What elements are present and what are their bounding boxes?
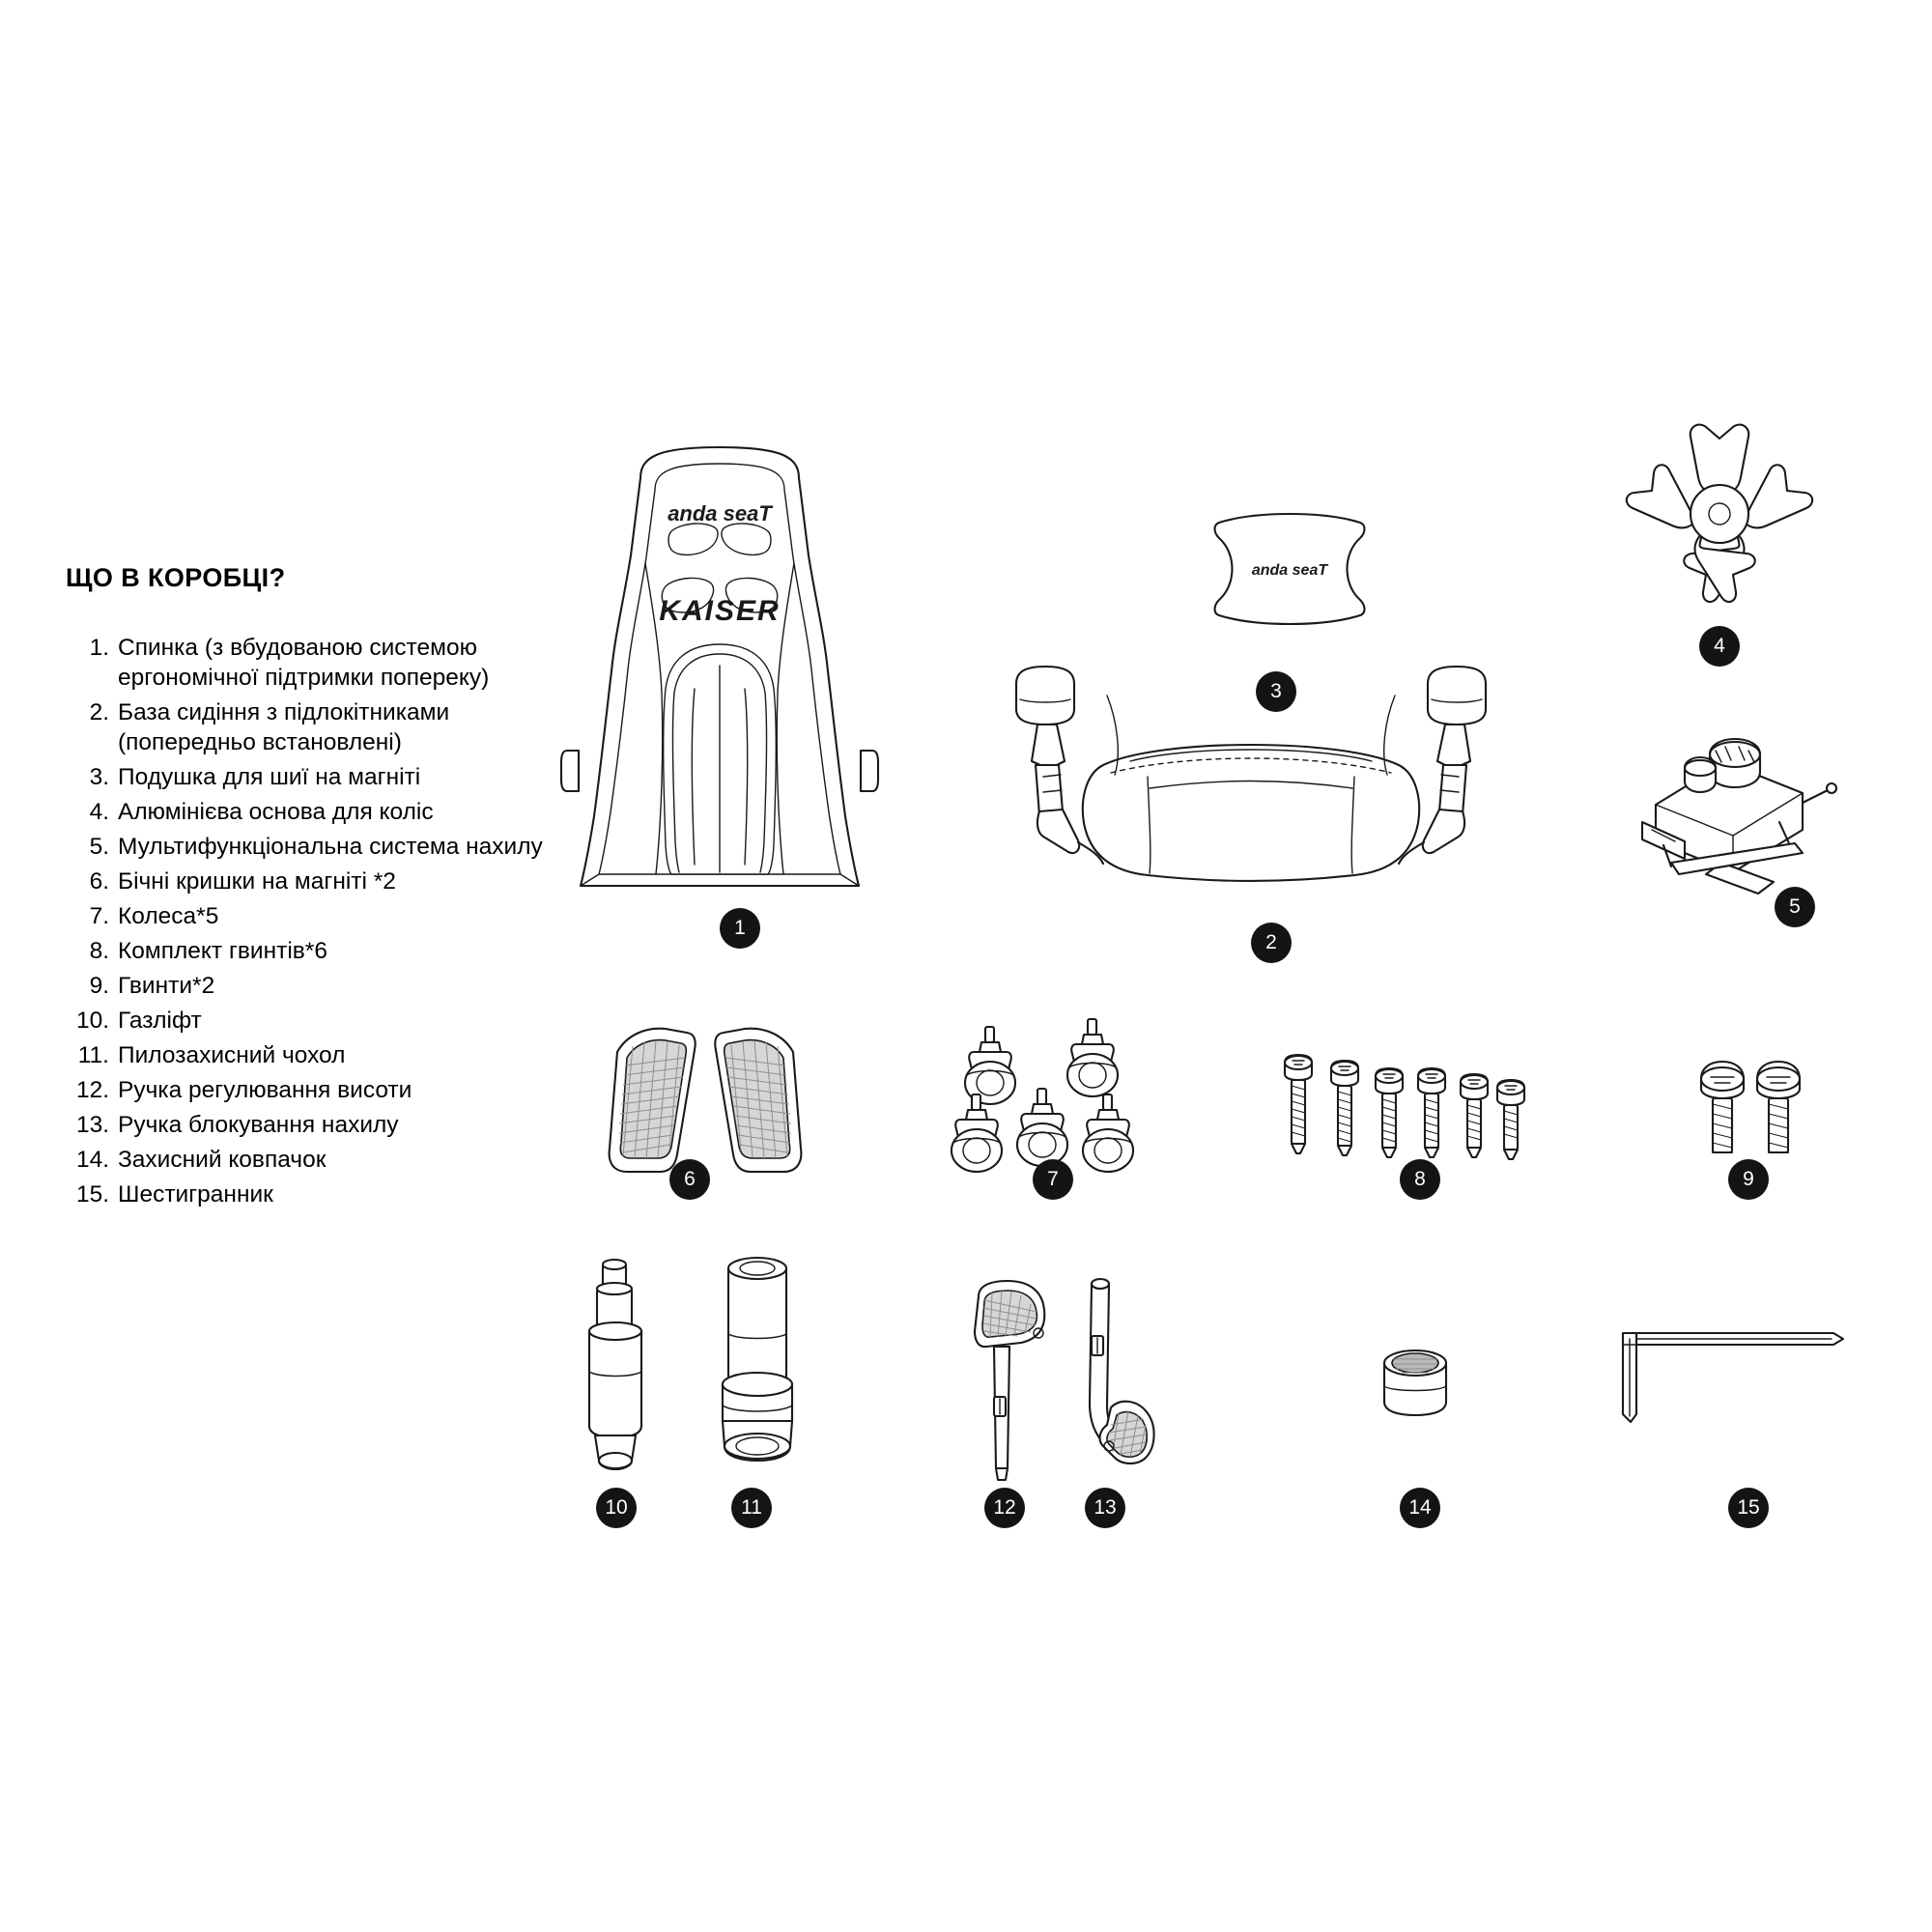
list-item bbox=[75, 901, 578, 931]
list-item bbox=[75, 633, 578, 693]
part-illustration-tilt-lock-lever bbox=[1061, 1261, 1177, 1492]
list-item-number: 6. bbox=[89, 868, 109, 895]
part-badge-4: 4 bbox=[1699, 626, 1740, 667]
model-name-text: KAISER bbox=[659, 595, 781, 627]
brand-logo-text: anda seaT bbox=[668, 501, 772, 526]
parts-list bbox=[75, 633, 578, 1214]
part-badge-10: 10 bbox=[596, 1488, 637, 1528]
part-badge-7: 7 bbox=[1033, 1159, 1073, 1200]
list-item-label: База сидіння з підлокітниками (попередньо встановлені) bbox=[118, 699, 450, 755]
list-item bbox=[75, 1075, 578, 1105]
part-illustration-aluminium-base bbox=[1594, 425, 1845, 657]
list-item bbox=[75, 832, 578, 862]
part-badge-5: 5 bbox=[1775, 887, 1815, 927]
list-item bbox=[75, 971, 578, 1001]
part-badge-15: 15 bbox=[1728, 1488, 1769, 1528]
list-item-label: Подушка для шиї на магніті bbox=[118, 764, 421, 790]
list-item bbox=[75, 697, 578, 757]
part-illustration-height-lever bbox=[961, 1275, 1067, 1488]
part-illustration-seat-base bbox=[995, 657, 1507, 937]
part-illustration-gas-lift bbox=[560, 1256, 676, 1478]
list-item bbox=[75, 1145, 578, 1175]
list-item-number: 7. bbox=[89, 903, 109, 929]
list-item-number: 8. bbox=[89, 938, 109, 964]
part-illustration-tilt-mechanism bbox=[1613, 729, 1835, 903]
list-item-label: Алюмінієва основа для коліс bbox=[118, 799, 434, 825]
list-item-number: 10. bbox=[75, 1008, 109, 1034]
part-illustration-screw-set bbox=[1275, 1053, 1526, 1179]
list-item bbox=[75, 762, 578, 792]
part-badge-6: 6 bbox=[669, 1159, 710, 1200]
part-badge-9: 9 bbox=[1728, 1159, 1769, 1200]
page-title: ЩО В КОРОБЦІ? bbox=[66, 563, 286, 592]
list-item-number: 13. bbox=[75, 1112, 109, 1138]
list-item-label: Захисний ковпачок bbox=[118, 1147, 327, 1173]
part-illustration-protective-cap bbox=[1367, 1338, 1473, 1444]
list-item-number: 15. bbox=[75, 1181, 109, 1208]
list-item-number: 9. bbox=[89, 973, 109, 999]
list-item bbox=[75, 1006, 578, 1036]
list-item bbox=[75, 1179, 578, 1209]
part-illustration-backrest bbox=[526, 440, 913, 923]
part-illustration-dust-cover bbox=[694, 1241, 819, 1483]
list-item-label: Ручка регулювання висоти bbox=[118, 1077, 412, 1103]
list-item-label: Гвинти*2 bbox=[118, 973, 215, 999]
part-badge-14: 14 bbox=[1400, 1488, 1440, 1528]
list-item-number: 14. bbox=[75, 1147, 109, 1173]
part-badge-1: 1 bbox=[720, 908, 760, 949]
list-item-label: Пилозахисний чохол bbox=[118, 1042, 346, 1068]
part-illustration-allen-key bbox=[1604, 1314, 1855, 1449]
list-item-label: Бічні кришки на магніті *2 bbox=[118, 868, 396, 895]
list-item bbox=[75, 1110, 578, 1140]
list-item-number: 3. bbox=[89, 764, 109, 790]
part-badge-13: 13 bbox=[1085, 1488, 1125, 1528]
list-item-label: Газліфт bbox=[118, 1008, 202, 1034]
part-illustration-neck-pillow bbox=[1198, 507, 1381, 633]
part-badge-3: 3 bbox=[1256, 671, 1296, 712]
pillow-brand-text: anda seaT bbox=[1251, 562, 1328, 579]
part-badge-11: 11 bbox=[731, 1488, 772, 1528]
list-item-number: 2. bbox=[89, 699, 109, 725]
list-item bbox=[75, 797, 578, 827]
list-item-number: 11. bbox=[77, 1042, 109, 1068]
list-item-label: Комплект гвинтів*6 bbox=[118, 938, 327, 964]
list-item bbox=[75, 936, 578, 966]
list-item bbox=[75, 867, 578, 896]
list-item-number: 4. bbox=[89, 799, 109, 825]
part-badge-12: 12 bbox=[984, 1488, 1025, 1528]
list-item-label: Спинка (з вбудованою системою ергономічної підтримки попереку) bbox=[118, 635, 490, 691]
list-item-label: Мультифункціональна система нахилу bbox=[118, 834, 543, 860]
list-item-label: Колеса*5 bbox=[118, 903, 219, 929]
part-badge-8: 8 bbox=[1400, 1159, 1440, 1200]
part-illustration-screws-pair bbox=[1686, 1048, 1811, 1174]
list-item-number: 12. bbox=[75, 1077, 109, 1103]
list-item-number: 5. bbox=[89, 834, 109, 860]
part-badge-2: 2 bbox=[1251, 923, 1292, 963]
list-item-label: Ручка блокування нахилу bbox=[118, 1112, 399, 1138]
list-item-number: 1. bbox=[89, 635, 109, 661]
list-item-label: Шестигранник bbox=[118, 1181, 273, 1208]
list-item bbox=[75, 1040, 578, 1070]
